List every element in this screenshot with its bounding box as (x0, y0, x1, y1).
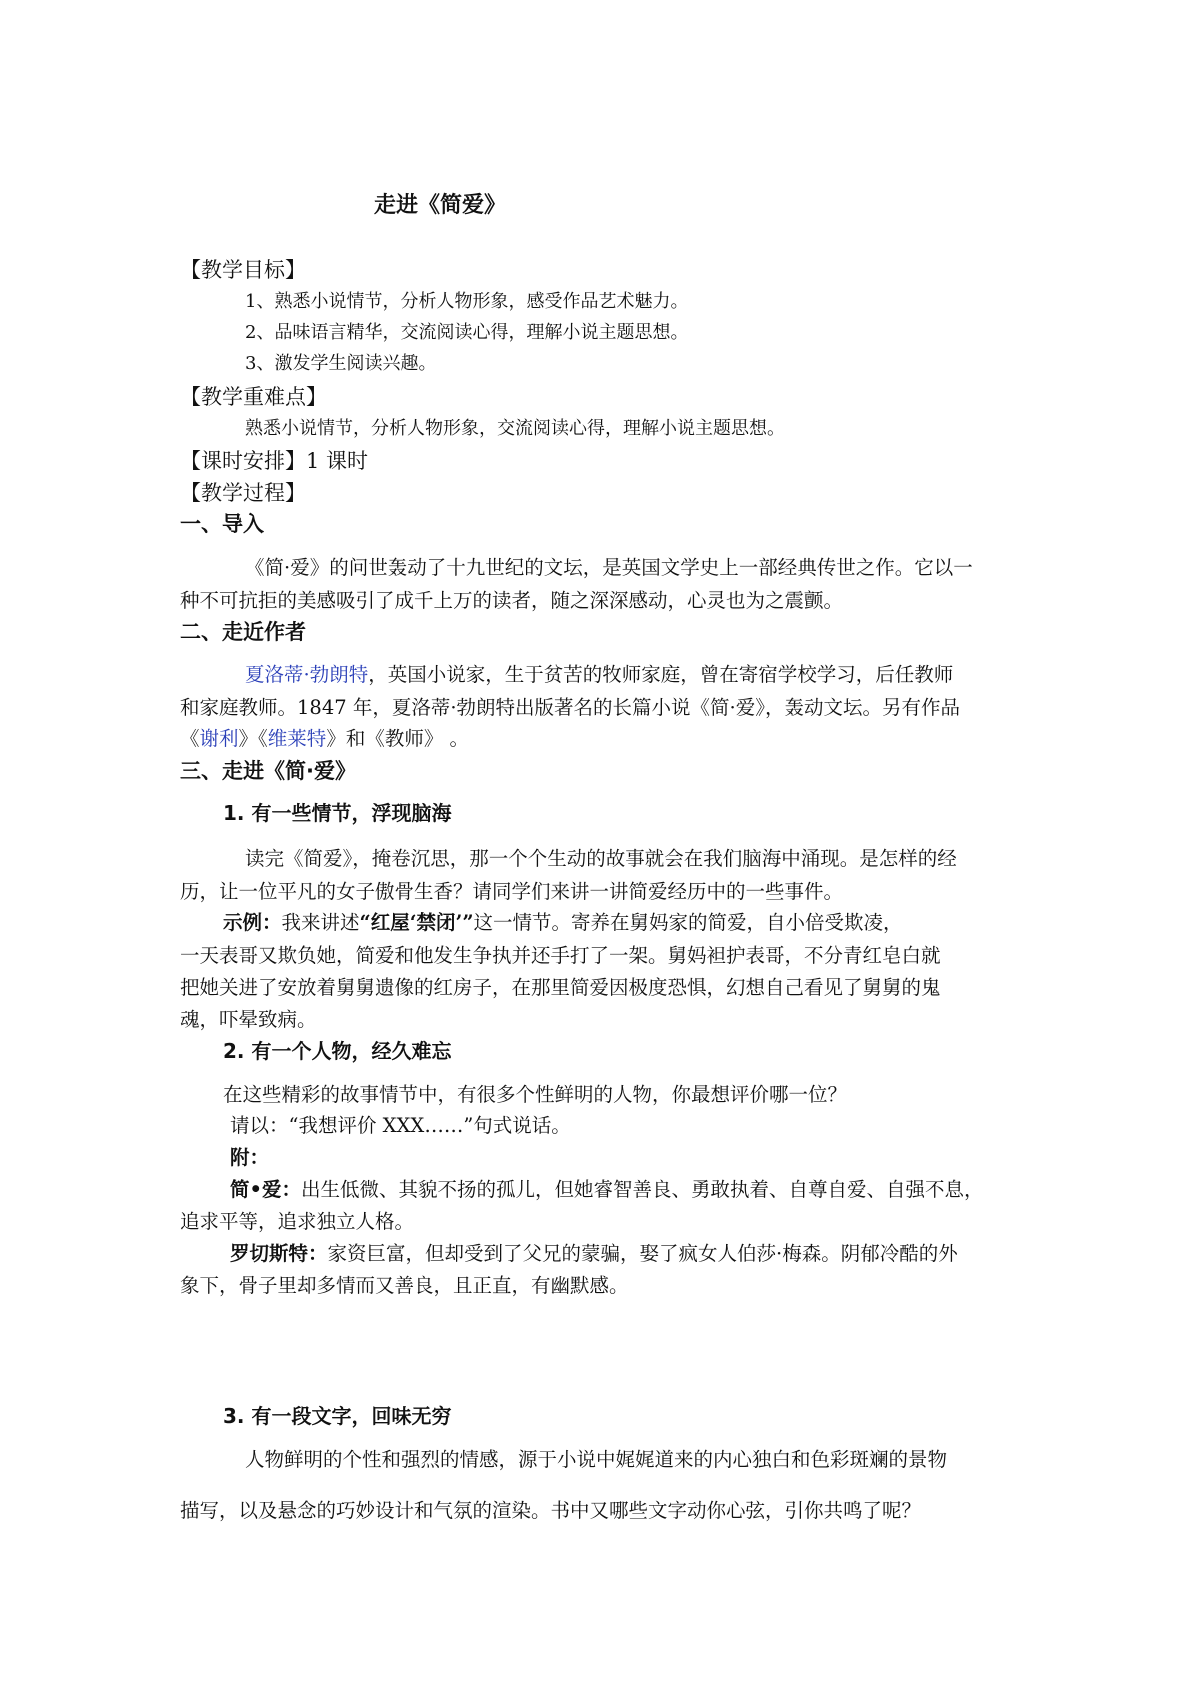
text-line-1: 人物鲜明的个性和强烈的情感，源于小说中娓娓道来的内心独白和色彩斑斓的景物 (245, 1448, 948, 1471)
keypoints-label: 【教学重难点】 (180, 385, 327, 409)
rochester-line-1 (230, 1238, 958, 1266)
subsection-1-heading: 1. 有一些情节，浮现脑海 (223, 801, 452, 825)
section-2-heading: 二、走近作者 (180, 620, 306, 644)
example-post: 这一情节。寄养在舅妈家的简爱，自小倍受欺凌， (473, 911, 903, 934)
works-open-bracket: 《 (180, 727, 200, 750)
plot-line-1: 读完《简爱》，掩卷沉思，那一个个生动的故事就会在我们脑海中涌现。是怎样的经 (245, 847, 957, 870)
character-line-2: 请以：“我想评价 XXX……”句式说话。 (230, 1114, 571, 1137)
rochester-line-2: 象下，骨子里却多情而又善良，且正直，有幽默感。 (180, 1274, 629, 1297)
example-line-3: 把她关进了安放着舅舅遗像的红房子，在那里简爱因极度恐惧，幻想自己看见了舅舅的鬼 (180, 976, 941, 999)
author-name-link[interactable]: 夏洛蒂·勃朗特 (245, 663, 369, 686)
work-villette-link[interactable]: 维莱特 (267, 727, 327, 750)
author-line-2: 和家庭教师。1847 年，夏洛蒂·勃朗特出版著名的长篇小说《简·爱》，轰动文坛。另有作品 (180, 696, 960, 719)
jane-desc-1: 出生低微、其貌不扬的孤儿，但她睿智善良、勇敢执着、自尊自爱、自强不息， (300, 1178, 984, 1201)
schedule-line (180, 445, 368, 475)
section-1-heading: 一、导入 (180, 512, 264, 536)
jane-label: 简•爱： (230, 1178, 301, 1201)
schedule-value: 1 课时 (306, 449, 369, 473)
work-shirley-link[interactable]: 谢利 (199, 727, 239, 750)
example-line-2: 一天表哥又欺负她，简爱和他发生争执并还手打了一架。舅妈袒护表哥，不分青红皂白就 (180, 944, 941, 967)
goals-label: 【教学目标】 (180, 258, 306, 282)
rochester-label: 罗切斯特： (230, 1242, 328, 1265)
appendix-label: 附： (230, 1146, 270, 1169)
goal-item-1: 1、熟悉小说情节，分析人物形象，感受作品艺术魅力。 (245, 291, 689, 312)
rochester-desc-1: 家资巨富，但却受到了父兄的蒙骗，娶了疯女人伯莎·梅森。阴郁冷酷的外 (327, 1242, 958, 1265)
example-line-1 (223, 907, 903, 935)
author-line-1 (245, 659, 953, 687)
example-pre: 我来讲述 (281, 911, 360, 934)
process-label: 【教学过程】 (180, 481, 306, 505)
section-3-heading: 三、走进《简·爱》 (180, 759, 356, 783)
example-label: 示例： (223, 911, 282, 934)
keypoints-text: 熟悉小说情节，分析人物形象，交流阅读心得，理解小说主题思想。 (245, 418, 785, 439)
schedule-label: 【课时安排】 (180, 449, 306, 473)
subsection-3-heading: 3. 有一段文字，回味无穷 (223, 1404, 452, 1428)
goal-item-3: 3、激发学生阅读兴趣。 (245, 353, 437, 374)
example-line-4: 魂，吓晕致病。 (180, 1008, 317, 1031)
works-mid-bracket: 》《 (238, 727, 268, 750)
document-title: 走进《简爱》 (374, 193, 507, 218)
jane-line-2: 追求平等，追求独立人格。 (180, 1210, 415, 1233)
goal-item-2: 2、品味语言精华，交流阅读心得，理解小说主题思想。 (245, 322, 689, 343)
works-end-text: 》和《教师》 。 (326, 727, 470, 750)
author-line-3 (180, 723, 469, 751)
text-line-2: 描写，以及悬念的巧妙设计和气氛的渲染。书中又哪些文字动你心弦，引你共鸣了呢？ (180, 1499, 922, 1522)
plot-line-2: 历，让一位平凡的女子傲骨生香？请同学们来讲一讲简爱经历中的一些事件。 (180, 880, 844, 903)
jane-line-1 (230, 1174, 983, 1202)
example-bold: “红屋‘禁闭’” (359, 911, 474, 934)
subsection-2-heading: 2. 有一个人物，经久难忘 (223, 1039, 452, 1063)
intro-line-1: 《简·爱》的问世轰动了十九世纪的文坛，是英国文学史上一部经典传世之作。它以一 (245, 556, 973, 579)
character-line-1: 在这些精彩的故事情节中，有很多个性鲜明的人物，你最想评价哪一位？ (223, 1083, 848, 1106)
intro-line-2: 种不可抗拒的美感吸引了成千上万的读者，随之深深感动，心灵也为之震颤。 (180, 589, 844, 612)
author-line-1-text: ，英国小说家，生于贫苦的牧师家庭，曾在寄宿学校学习，后任教师 (368, 663, 954, 686)
